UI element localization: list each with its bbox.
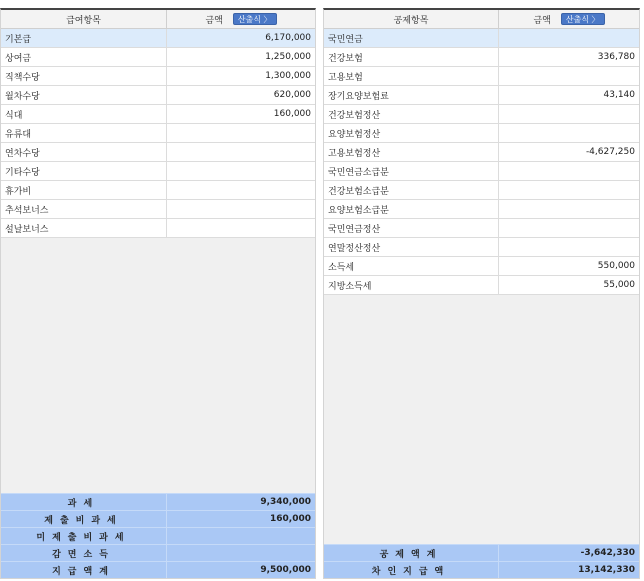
total-row-reported-nontaxable [1,510,315,527]
row-value[interactable]: 550,000 [597,261,635,271]
row-label: 소득세 [324,257,499,275]
total-label: 공제액계 [324,545,499,561]
table-row[interactable] [324,48,639,67]
table-row[interactable] [1,29,315,48]
table-row[interactable] [324,162,639,181]
table-row[interactable] [1,162,315,181]
row-value[interactable]: 1,250,000 [265,52,311,62]
total-label: 미제출비과세 [1,528,167,544]
payment-calc-button[interactable]: 산출식 〉 [233,13,277,25]
row-value[interactable] [167,219,315,237]
deduction-amount-header: 금액 [533,15,551,26]
row-value[interactable] [499,162,639,180]
table-row[interactable] [324,105,639,124]
row-value[interactable] [499,124,639,142]
total-row-deduction-total [324,544,639,561]
deduction-totals [324,544,639,578]
payment-rows [1,29,315,238]
row-value[interactable] [499,29,639,47]
table-row[interactable] [324,200,639,219]
table-row[interactable] [324,143,639,162]
table-row[interactable] [324,181,639,200]
row-value[interactable]: 6,170,000 [265,33,311,43]
table-row[interactable] [1,181,315,200]
row-label: 기본급 [1,29,167,47]
row-value[interactable] [499,238,639,256]
row-label: 연차수당 [1,143,167,161]
total-row-unreported-nontaxable [1,527,315,544]
table-row[interactable] [324,276,639,295]
row-label: 건강보험소급분 [324,181,499,199]
row-value[interactable] [499,105,639,123]
total-row-net-pay [324,561,639,578]
row-label: 국민연금정산 [324,219,499,237]
row-value[interactable]: 43,140 [603,90,635,100]
table-row[interactable] [1,143,315,162]
row-value[interactable] [167,143,315,161]
row-value[interactable] [167,200,315,218]
row-label: 연말정산정산 [324,238,499,256]
row-value[interactable] [167,162,315,180]
row-label: 유류대 [1,124,167,142]
total-value [167,545,315,561]
row-label: 추석보너스 [1,200,167,218]
table-row[interactable] [1,219,315,238]
row-label: 직책수당 [1,67,167,85]
row-label: 월차수당 [1,86,167,104]
table-row[interactable] [324,67,639,86]
deduction-rows [324,29,639,295]
total-label: 과세 [1,494,167,510]
row-value[interactable]: -4,627,250 [585,147,635,157]
total-label: 차인지급액 [324,562,499,578]
deduction-item-header: 공제항목 [324,10,499,28]
total-row-taxable [1,493,315,510]
row-value[interactable] [167,181,315,199]
row-label: 요양보험정산 [324,124,499,142]
row-label: 건강보험정산 [324,105,499,123]
table-row[interactable] [1,105,315,124]
row-label: 건강보험 [324,48,499,66]
row-value[interactable] [499,67,639,85]
payment-header [1,10,315,29]
total-row-exempt-income [1,544,315,561]
row-label: 국민연금소급분 [324,162,499,180]
total-value: -3,642,330 [580,548,635,558]
total-label: 지급액계 [1,562,167,578]
row-label: 설날보너스 [1,219,167,237]
total-value: 9,500,000 [260,565,311,575]
row-label: 국민연금 [324,29,499,47]
total-value: 160,000 [270,514,311,524]
deduction-header [324,10,639,29]
row-label: 고용보험 [324,67,499,85]
row-value[interactable] [499,200,639,218]
table-row[interactable] [324,29,639,48]
row-value[interactable]: 160,000 [273,109,311,119]
payment-totals [1,493,315,578]
total-value [167,528,315,544]
table-row[interactable] [324,124,639,143]
payment-amount-header: 금액 [205,15,223,26]
table-row[interactable] [1,124,315,143]
deduction-amount-header-cell [499,10,639,28]
table-row[interactable] [324,257,639,276]
total-row-payment-total [1,561,315,578]
payment-panel [0,8,316,579]
row-value[interactable]: 620,000 [273,90,311,100]
row-label: 기타수당 [1,162,167,180]
row-value[interactable]: 336,780 [597,52,635,62]
table-row[interactable] [1,48,315,67]
row-value[interactable] [167,124,315,142]
row-value[interactable]: 1,300,000 [265,71,311,81]
row-label: 장기요양보험료 [324,86,499,104]
row-label: 휴가비 [1,181,167,199]
row-value[interactable]: 55,000 [603,280,635,290]
total-label: 감면소득 [1,545,167,561]
row-label: 지방소득세 [324,276,499,294]
table-row[interactable] [1,67,315,86]
table-row[interactable] [1,86,315,105]
table-row[interactable] [324,86,639,105]
row-label: 요양보험소급분 [324,200,499,218]
table-row[interactable] [324,219,639,238]
row-label: 고용보험정산 [324,143,499,161]
total-label: 제출비과세 [1,511,167,527]
payment-item-header: 급여항목 [1,10,167,28]
row-label: 식대 [1,105,167,123]
total-value: 13,142,330 [578,565,635,575]
payment-amount-header-cell [167,10,315,28]
row-value[interactable] [499,181,639,199]
table-row[interactable] [1,200,315,219]
deduction-panel [323,8,640,579]
row-value[interactable] [499,219,639,237]
total-value: 9,340,000 [260,497,311,507]
row-label: 상여금 [1,48,167,66]
deduction-calc-button[interactable]: 산출식 〉 [561,13,605,25]
table-row[interactable] [324,238,639,257]
